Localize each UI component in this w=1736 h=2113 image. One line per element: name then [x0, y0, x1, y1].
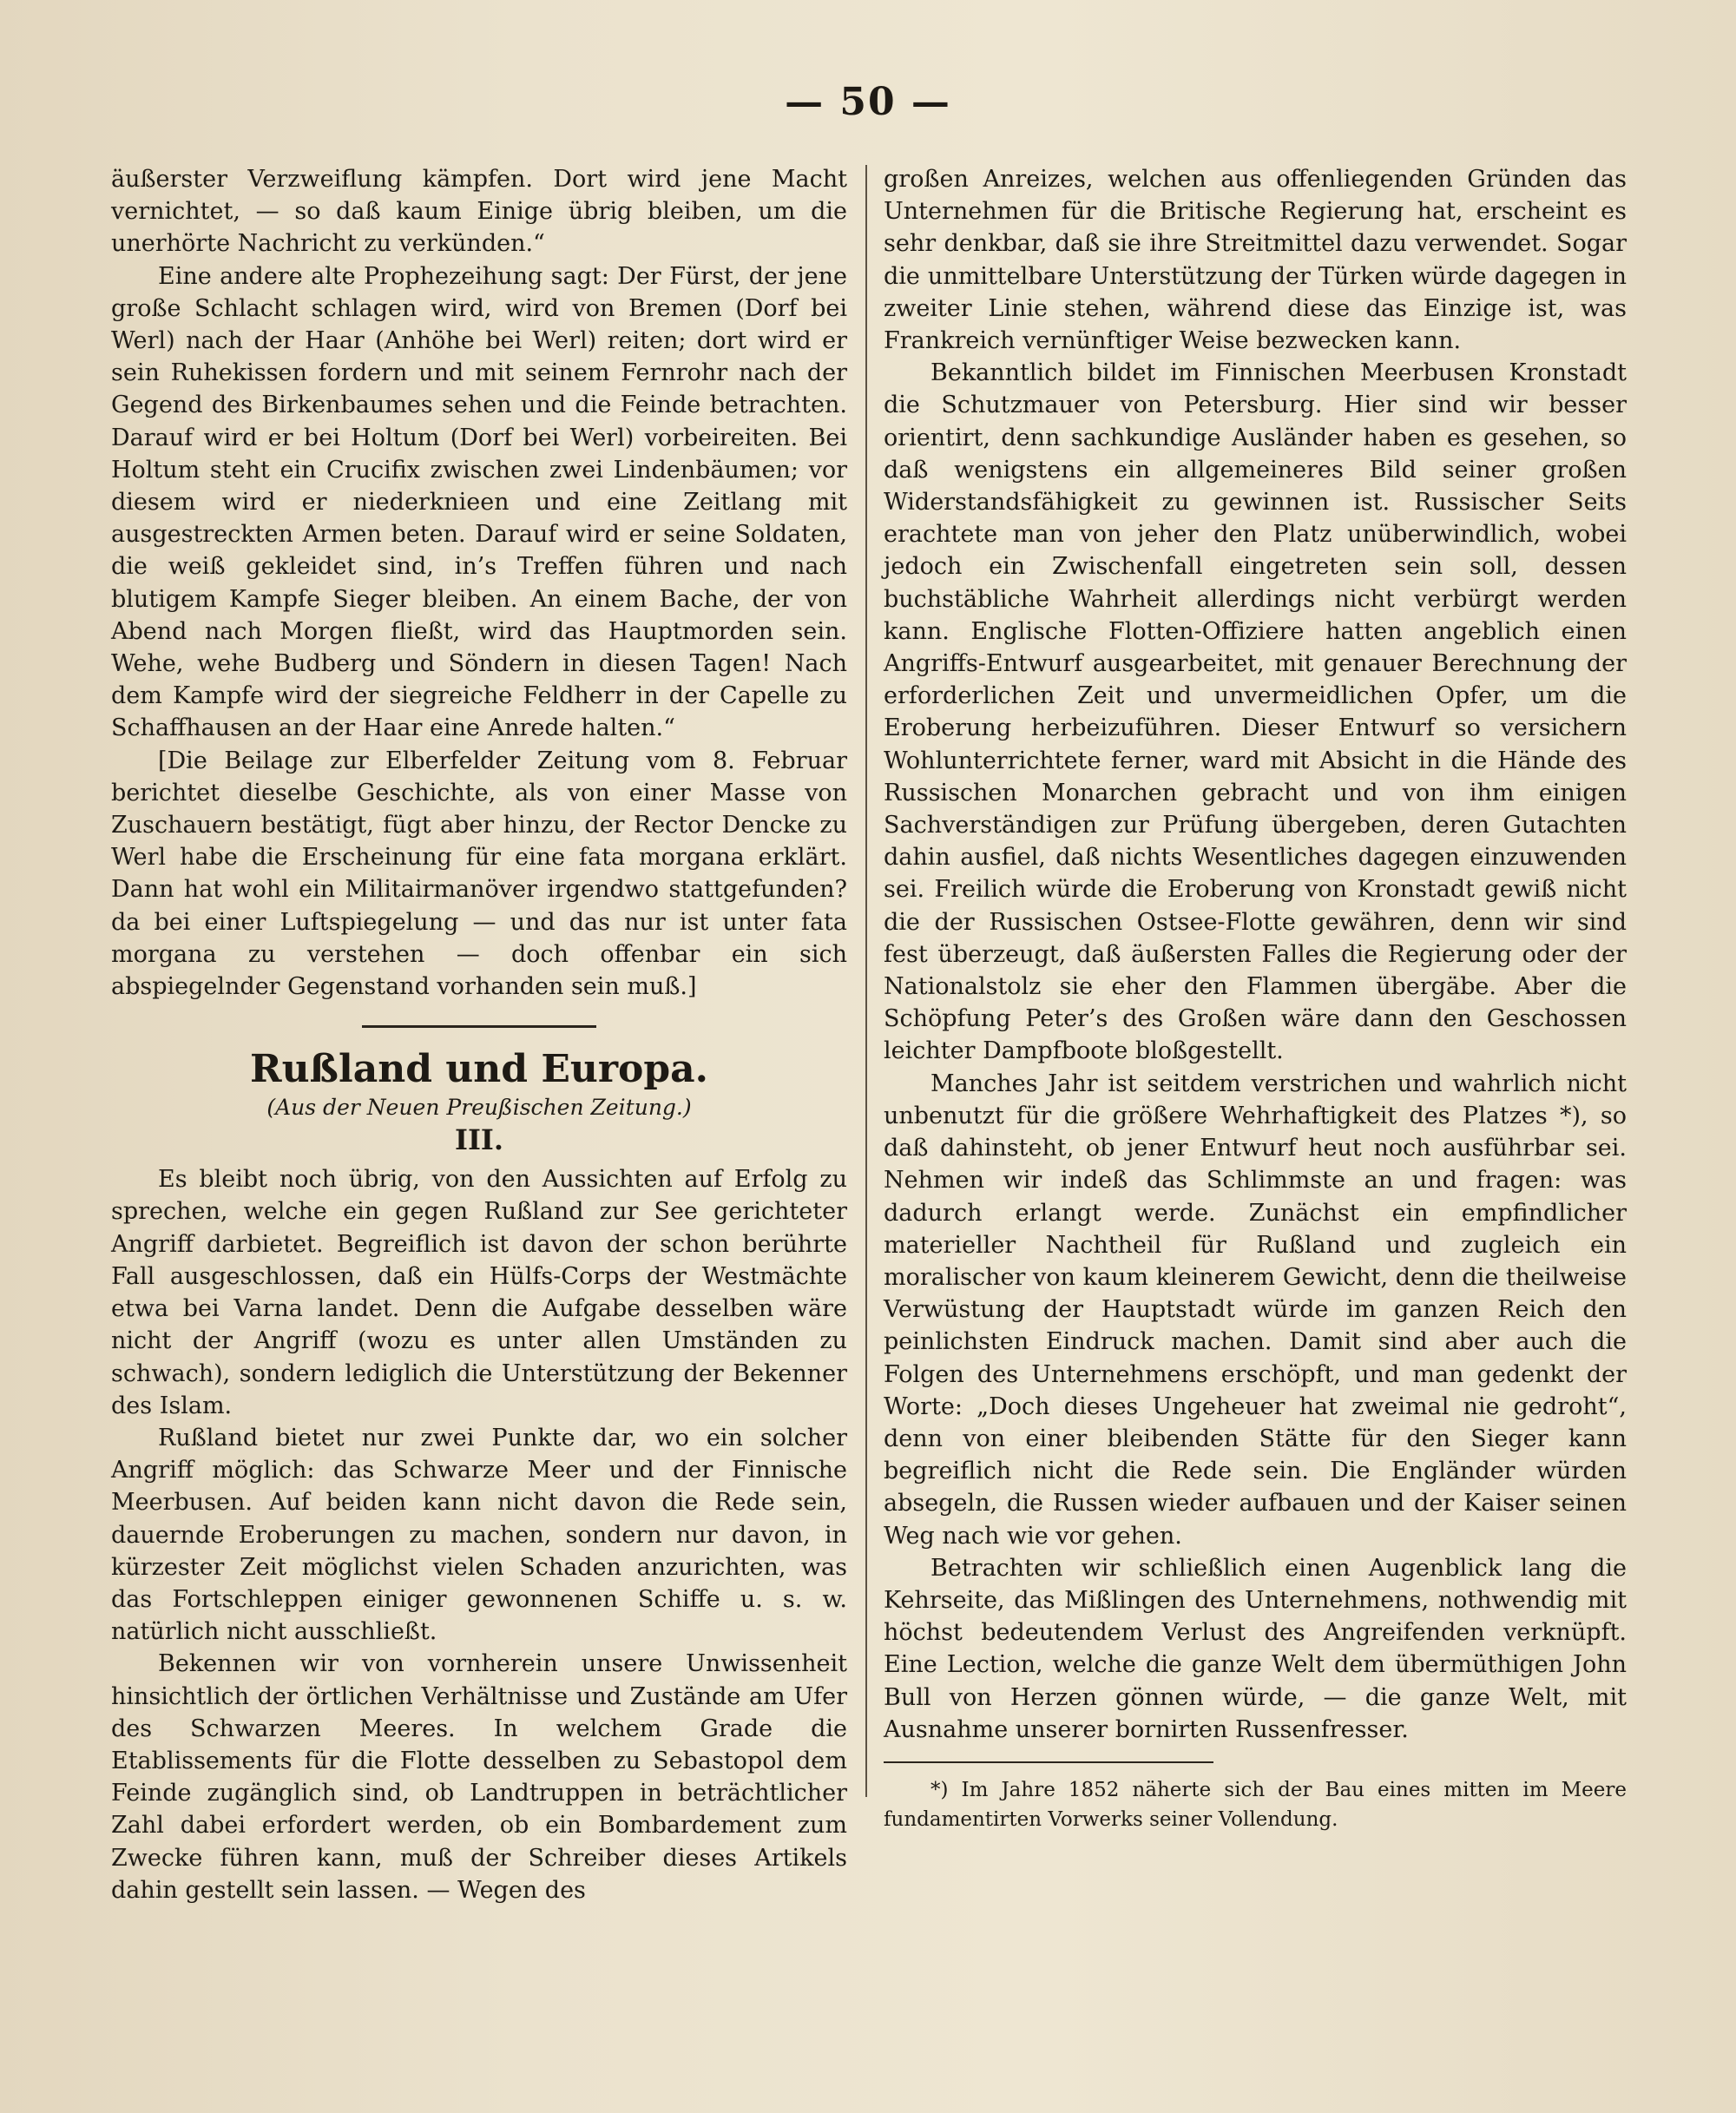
paragraph: Rußland bietet nur zwei Punkte dar, wo ein solcher Angriff möglich: das Schwarze Meer und der Finnische Meerbusen. Auf beiden kann nicht davon die Rede sein, dauernde Eroberungen zu machen, sondern nur davon, in kürzester Zeit möglichst vielen Schaden anzurichten, was das Fortschleppen einiger gewonnenen Schiffe u. s. w. natürlich nicht ausschließt. [111, 1424, 847, 1646]
article-part-number: III. [454, 1123, 504, 1157]
article-source: (Aus der Neuen Preußischen Zeitung.) [266, 1095, 692, 1121]
paragraph: Bekennen wir von vornherein unsere Unwissenheit hinsichtlich der örtlichen Verhältnisse und Zustände am Ufer des Schwarzen Meeres. In welchem Grade die Etablissements für die Flotte desselben zu Sebastopol dem Feinde zugänglich sind, ob Landtruppen in beträchtlicher Zahl dabei erfordert werden, ob ein Bombardement zum Zwecke führen kann, muß der Schreiber dieses Artikels dahin gestellt sein lassen. — Wegen des [111, 1650, 847, 1904]
article-title: Rußland und Europa. [250, 1047, 708, 1092]
column-divider [865, 165, 867, 1797]
paragraph: Manches Jahr ist seitdem verstrichen und wahrlich nicht unbenutzt für die größere Wehrhaftigkeit des Platzes *), so daß dahinsteht, ob jener Entwurf heut noch ausführbar sei. Nehmen wir indeß das Schlimmste an und fragen: was dadurch erlangt werde. Zunächst ein empfindlicher materieller Nachtheil für Rußland und zugleich ein moralischer von kaum kleinerem Gewicht, denn die theilweise Verwüstung der Hauptstadt würde im ganzen Reich den peinlichsten Eindruck machen. Damit sind aber auch die Folgen des Unternehmens erschöpft, und man gedenkt der Worte: „Doch dieses Ungeheuer hat zweimal nie gedroht“, denn von einer bleibenden Stätte für den Sieger kann begreiflich nicht die Rede sein. Die Engländer würden absegeln, die Russen wieder aufbauen und der Kaiser seinen Weg nach wie vor gehen. [884, 1070, 1627, 1550]
right-column [884, 163, 1627, 1834]
footnote-divider [884, 1761, 1213, 1763]
paragraph: [Die Beilage zur Elberfelder Zeitung vom 8. Februar berichtet dieselbe Geschichte, als von einer Masse von Zuschauern bestätigt, fügt aber hinzu, der Rector Dencke zu Werl habe die Erscheinung für eine fata morgana erklärt. Dann hat wohl ein Militairmanöver irgendwo stattgefunden? da bei einer Luftspiegelung — und das nur ist unter fata morgana zu verstehen — doch offenbar ein sich abspiegelnder Gegenstand vorhanden sein muß.] [111, 747, 847, 1001]
paragraph: großen Anreizes, welchen aus offenliegenden Gründen das Unternehmen für die Britische Regierung hat, erscheint es sehr denkbar, daß sie ihre Streitmittel dazu verwendet. Sogar die unmittelbare Unterstützung der Türken würde dagegen in zweiter Linie stehen, während diese das Einzige ist, was Frankreich vernünftiger Weise bezwecken kann. [884, 166, 1627, 355]
paragraph: Bekanntlich bildet im Finnischen Meerbusen Kronstadt die Schutzmauer von Petersburg. Hier sind wir besser orientirt, denn sachkundige Ausländer haben es gesehen, so daß wenigstens ein allgemeineres Bild seiner großen Widerstandsfähigkeit zu gewinnen ist. Russischer Seits erachtete man von jeher den Platz unüberwindlich, wobei jedoch ein Zwischenfall eingetreten sein soll, dessen buchstäbliche Wahrheit allerdings nicht verbürgt werden kann. Englische Flotten-Offiziere hatten angeblich einen Angriffs-Entwurf ausgearbeitet, mit genauer Berechnung der erforderlichen Zeit und unvermeidlichen Opfer, um die Eroberung herbeizuführen. Dieser Entwurf so versichern Wohlunterrichtete ferner, ward mit Absicht in die Hände des Russischen Monarchen gebracht und von ihm einigen Sachverständigen zur Prüfung übergeben, deren Gutachten dahin ausfiel, daß nichts Wesentliches dagegen einzuwenden sei. Freilich würde die Eroberung von Kronstadt gewiß nicht die der Russischen Ostsee-Flotte gewähren, denn wir sind fest überzeugt, daß äußersten Falles die Regierung oder der Nationalstolz sie eher den Flammen übergäbe. Aber die Schöpfung Peter’s des Großen wäre dann den Geschossen leichter Dampfboote bloßgestellt. [884, 359, 1627, 1065]
left-column [111, 163, 847, 1906]
paragraph: Eine andere alte Prophezeihung sagt: Der Fürst, der jene große Schlacht schlagen wird, wird von Bremen (Dorf bei Werl) nach der Haar (Anhöhe bei Werl) reiten; dort wird er sein Ruhekissen fordern und mit seinem Fernrohr nach der Gegend des Birkenbaumes sehen und die Feinde betrachten. Darauf wird er bei Holtum (Dorf bei Werl) vorbeireiten. Bei Holtum steht ein Crucifix zwischen zwei Lindenbäumen; vor diesem wird er niederknieen und eine Zeitlang mit ausgestreckten Armen beten. Darauf wird er seine Soldaten, die weiß gekleidet sind, in’s Treffen führen und nach blutigem Kampfe Sieger bleiben. An einem Bache, der von Abend nach Morgen fließt, wird das Hauptmorden sein. Wehe, wehe Budberg und Söndern in diesen Tagen! Nach dem Kampfe wird der siegreiche Feldherr in der Capelle zu Schaffhausen an der Haar eine Anrede halten.“ [111, 262, 847, 742]
footnote: *) Im Jahre 1852 näherte sich der Bau eines mitten im Meere fundamentirten Vorwerks seiner Vollendung. [884, 1778, 1627, 1831]
article [111, 1047, 847, 1906]
paragraph: äußerster Verzweiflung kämpfen. Dort wird jene Macht vernichtet, — so daß kaum Einige übrig bleiben, um die unerhörte Nachricht zu verkünden.“ [111, 166, 847, 258]
paragraph: Es bleibt noch übrig, von den Aussichten auf Erfolg zu sprechen, welche ein gegen Rußland zur See gerichteter Angriff darbietet. Begreiflich ist davon der schon berührte Fall ausgeschlossen, daß ein Hülfs-Corps der Westmächte etwa bei Varna landet. Denn die Aufgabe desselben wäre nicht der Angriff (wozu es unter allen Umständen zu schwach), sondern lediglich die Unterstützung der Bekenner des Islam. [111, 1166, 847, 1419]
section-divider [362, 1025, 596, 1028]
paragraph: Betrachten wir schließlich einen Augenblick lang die Kehrseite, das Mißlingen des Unternehmens, nothwendig mit höchst bedeutendem Verlust des Angreifenden verknüpft. Eine Lection, welche die ganze Welt dem übermüthigen John Bull von Herzen gönnen würde, — die ganze Welt, mit Ausnahme unserer bornirten Russenfresser. [884, 1554, 1627, 1743]
page-number: — 50 — [785, 80, 951, 124]
